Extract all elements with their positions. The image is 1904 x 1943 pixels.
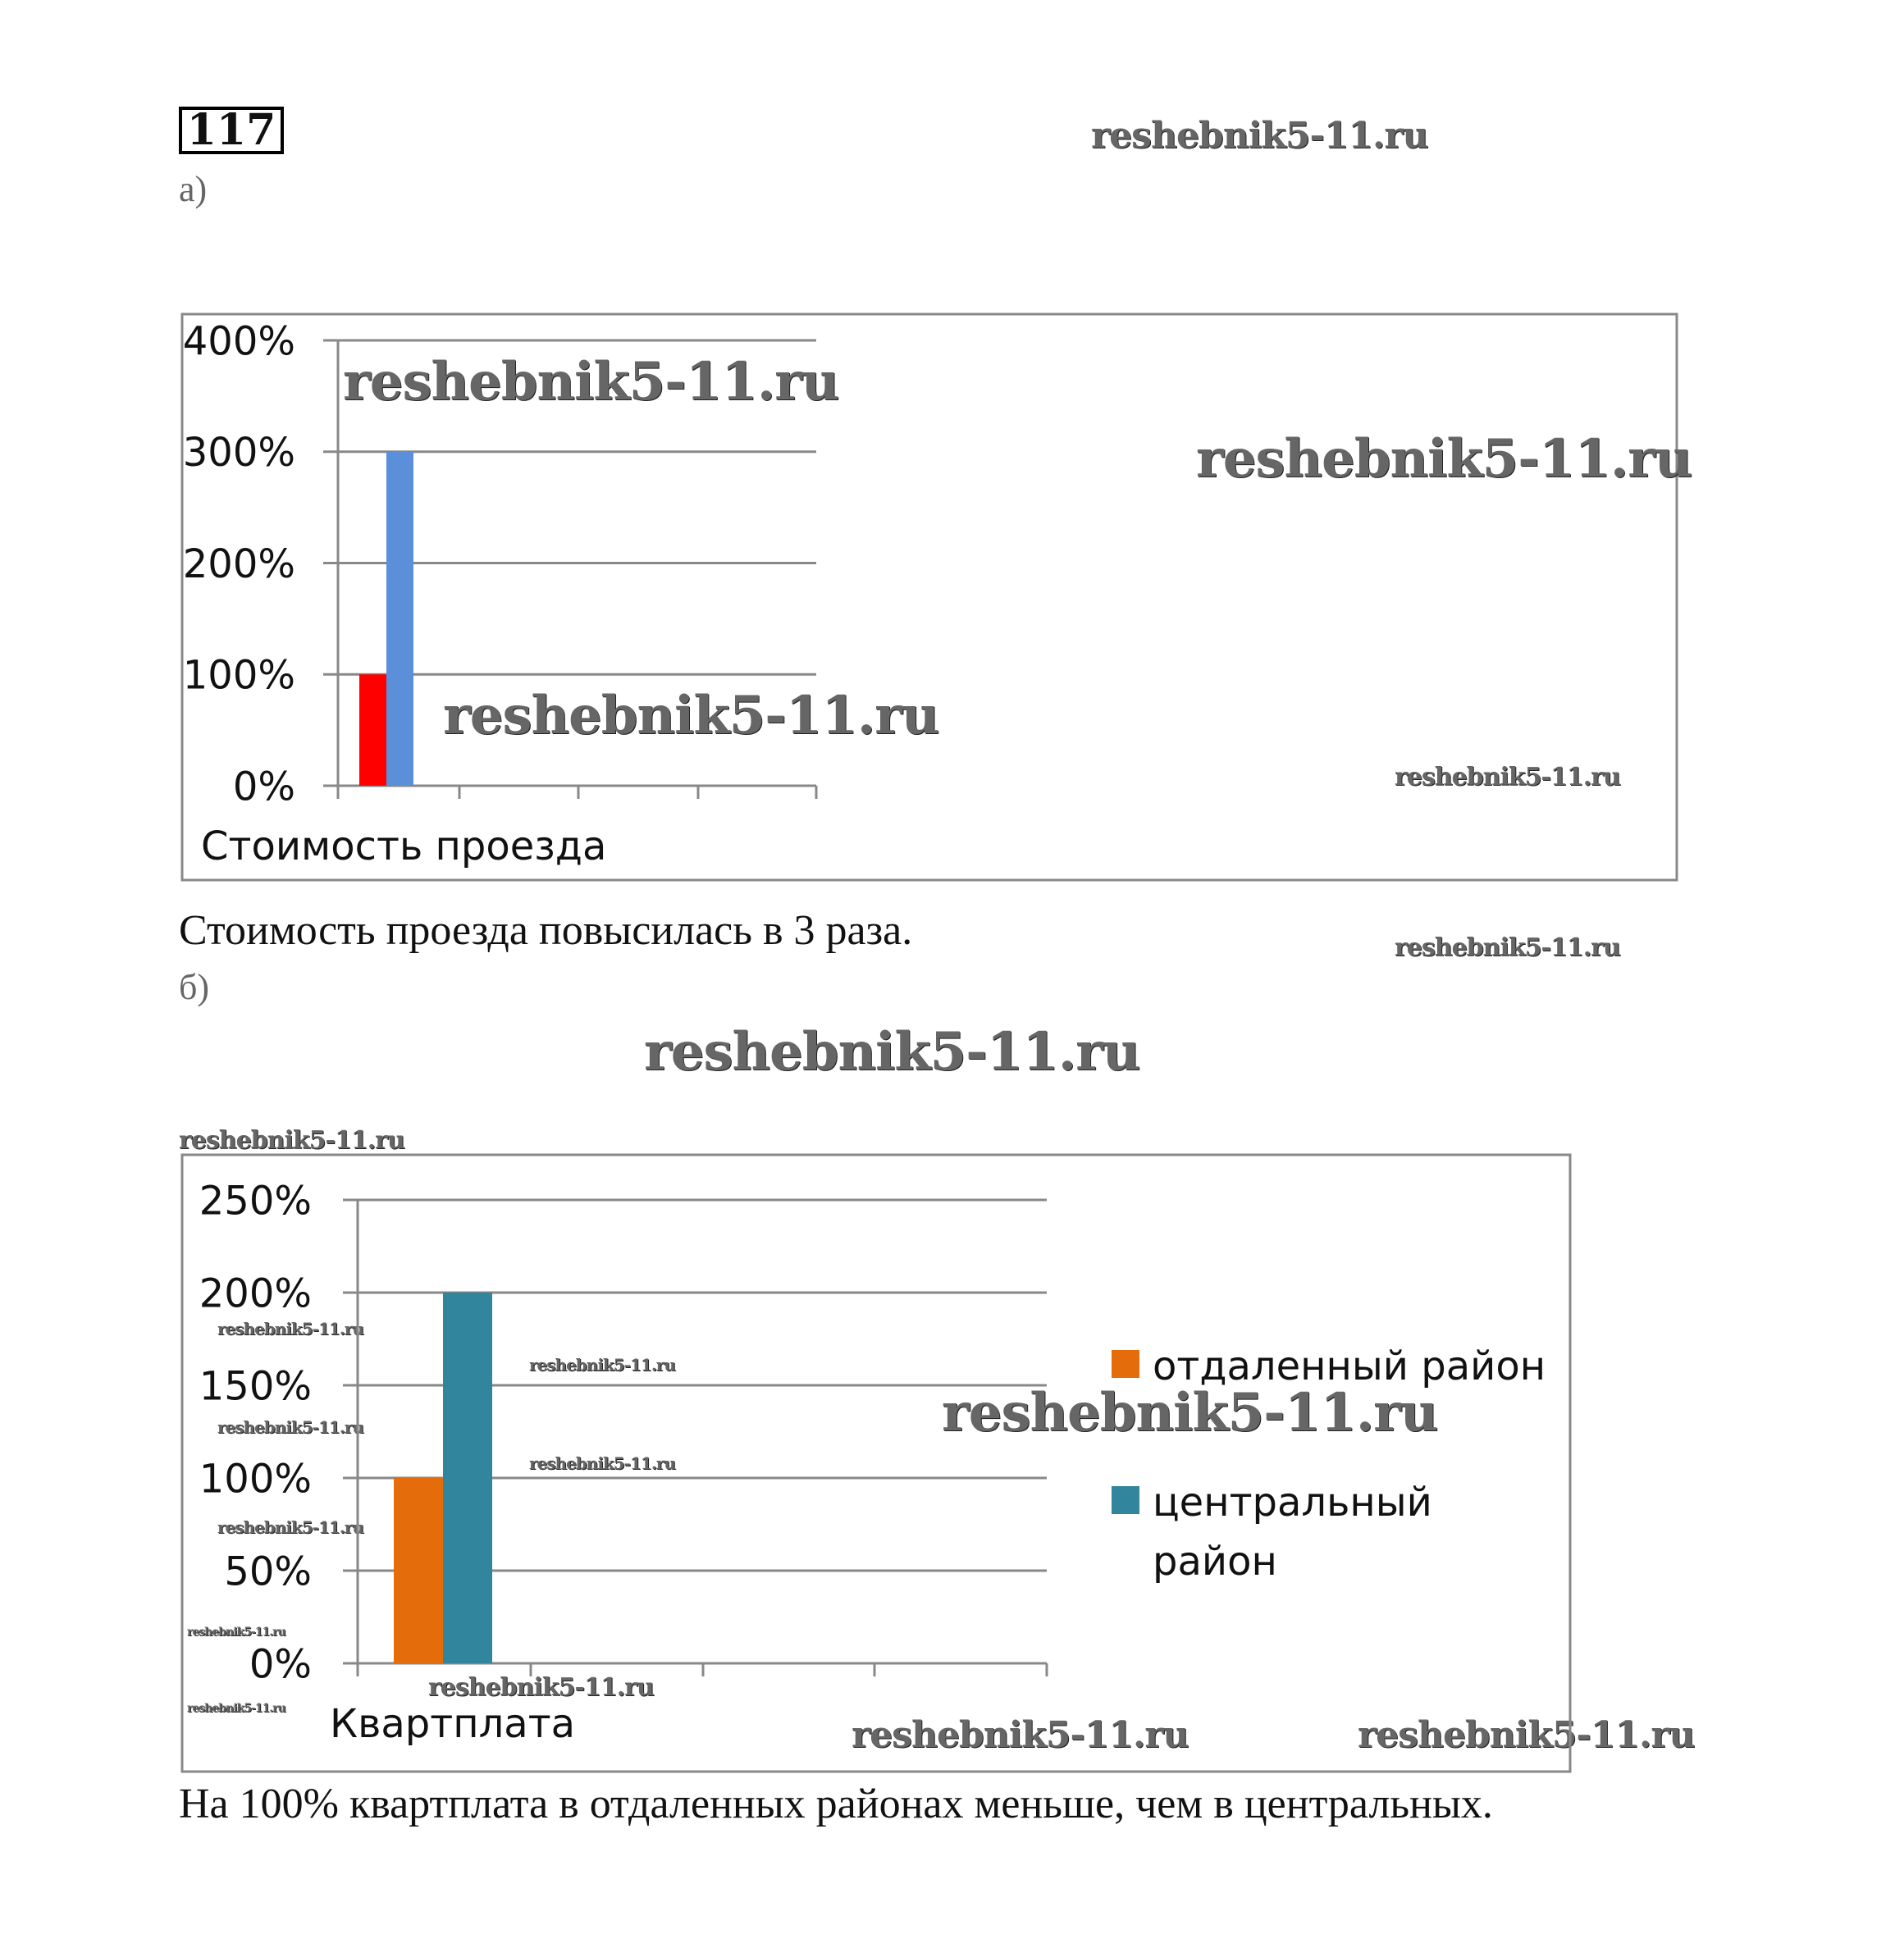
watermark: reshebnik5-11.ru	[1196, 428, 1692, 490]
watermark: reshebnik5-11.ru	[529, 1355, 675, 1375]
answer-b: На 100% квартплата в отдаленных районах меньше, чем в центральных.	[179, 1781, 1493, 1827]
watermark: reshebnik5-11.ru	[187, 1626, 285, 1639]
y-tick-label: 100%	[199, 1456, 312, 1503]
y-tick-label: 200%	[182, 540, 295, 587]
watermark: reshebnik5-11.ru	[217, 1319, 363, 1339]
category-label: Стоимость проезда	[201, 823, 607, 869]
chart-frame	[182, 1155, 1570, 1772]
legend-swatch	[1112, 1486, 1139, 1514]
y-tick-label: 0%	[249, 1641, 312, 1688]
watermark: reshebnik5-11.ru	[343, 351, 839, 413]
watermark: reshebnik5-11.ru	[179, 1126, 404, 1155]
bar	[359, 674, 386, 786]
part-b-label: б)	[179, 967, 210, 1007]
problem-number: 117	[179, 107, 284, 154]
y-tick-label: 400%	[182, 318, 295, 365]
watermark: reshebnik5-11.ru	[942, 1382, 1438, 1444]
watermark: reshebnik5-11.ru	[529, 1453, 675, 1473]
watermark: reshebnik5-11.ru	[852, 1714, 1189, 1756]
y-tick-label: 0%	[232, 764, 295, 810]
y-tick-label: 200%	[199, 1270, 312, 1317]
watermark: reshebnik5-11.ru	[1395, 763, 1620, 791]
legend-swatch	[1112, 1350, 1139, 1378]
y-tick-label: 300%	[182, 430, 295, 477]
y-tick-label: 250%	[199, 1178, 312, 1225]
legend-label: район	[1153, 1539, 1277, 1585]
chart-frame	[182, 314, 1677, 880]
watermark: reshebnik5-11.ru	[1091, 115, 1428, 157]
watermark: reshebnik5-11.ru	[217, 1517, 363, 1537]
watermark: reshebnik5-11.ru	[1395, 933, 1620, 962]
y-tick-label: 150%	[199, 1363, 312, 1410]
legend-label: центральный	[1153, 1480, 1432, 1526]
category-label: Квартплата	[330, 1701, 576, 1747]
watermark: reshebnik5-11.ru	[428, 1673, 654, 1702]
answer-a: Стоимость проезда повысилась в 3 раза.	[179, 907, 913, 954]
watermark: reshebnik5-11.ru	[217, 1417, 363, 1437]
y-tick-label: 100%	[182, 652, 295, 699]
watermark: reshebnik5-11.ru	[187, 1702, 285, 1715]
watermark: reshebnik5-11.ru	[644, 1021, 1140, 1083]
bar	[386, 452, 413, 786]
part-a-label: а)	[179, 169, 208, 209]
y-tick-label: 50%	[224, 1548, 312, 1595]
bar	[443, 1293, 492, 1663]
watermark: reshebnik5-11.ru	[443, 685, 939, 746]
bar	[394, 1478, 443, 1663]
legend-label: отдаленный район	[1153, 1343, 1546, 1389]
watermark: reshebnik5-11.ru	[1358, 1714, 1695, 1756]
